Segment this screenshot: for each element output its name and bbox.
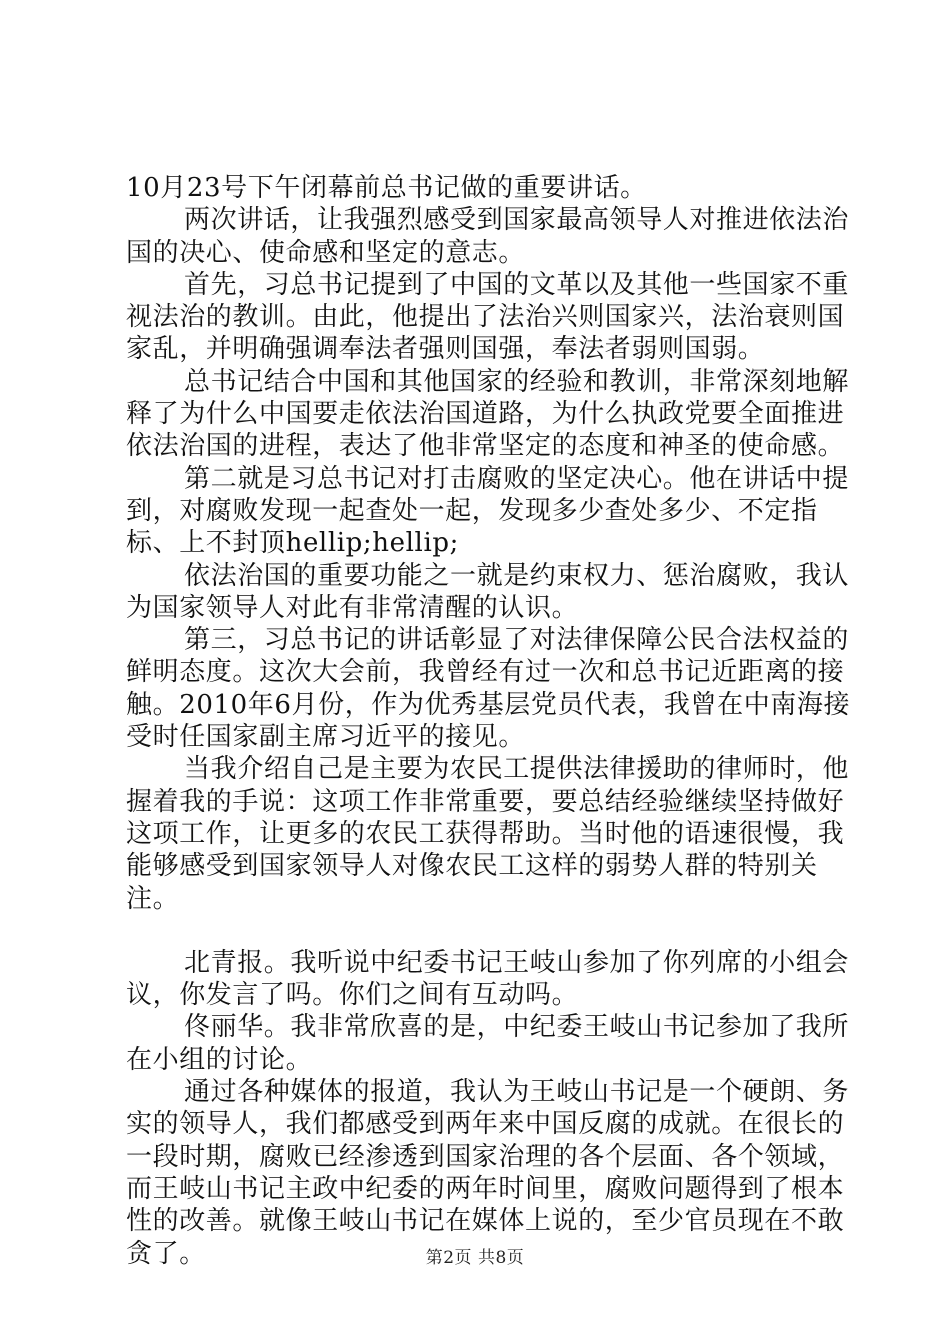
page-number-footer: 第2页 共8页 [425,1248,525,1268]
paragraph: 第二就是习总书记对打击腐败的坚定决心。他在讲话中提到，对腐败发现一起查处一起，发现多少查处多少、不定指标、上不封顶hellip;hellip; [126,463,850,559]
paragraph: 依法治国的重要功能之一就是约束权力、惩治腐败，我认为国家领导人对此有非常清醒的认识。 [126,560,850,623]
paragraph: 第三，习总书记的讲话彰显了对法律保障公民合法权益的鲜明态度。这次大会前，我曾经有过一次和总书记近距离的接触。2010年6月份，作为优秀基层党员代表，我曾在中南海接受时任国家副主席习近平的接见。 [126,625,851,753]
paragraph: 北青报。我听说中纪委书记王岐山参加了你列席的小组会议，你发言了吗。你们之间有互动吗。 [126,947,850,1011]
paragraph: 10月23号下午闭幕前总书记做的重要讲话。 [126,173,647,203]
paragraph: 总书记结合中国和其他国家的经验和教训，非常深刻地解释了为什么中国要走依法治国道路，为什么执政党要全面推进依法治国的进程，表达了他非常坚定的态度和神圣的使命感。 [126,366,850,462]
paragraph: 两次讲话，让我强烈感受到国家最高领导人对推进依法治国的决心、使命感和坚定的意志。 [126,205,850,268]
paragraph: 当我介绍自己是主要为农民工提供法律援助的律师时，他握着我的手说：这项工作非常重要，要总结经验继续坚持做好这项工作，让更多的农民工获得帮助。当时他的语速很慢，我能够感受到国家领导人对像农民工这样的弱势人群的特别关注。 [126,754,850,914]
document-body [126,172,856,1270]
paragraph: 佟丽华。我非常欣喜的是，中纪委王岐山书记参加了我所在小组的讨论。 [126,1012,850,1075]
paragraph: 通过各种媒体的报道，我认为王岐山书记是一个硬朗、务实的领导人，我们都感受到两年来中国反腐的成就。在很长的一段时期，腐败已经渗透到国家治理的各个层面、各个领域，而王岐山书记主政中纪委的两年时间里，腐败问题得到了根本性的改善。就像王岐山书记在媒体上说的，至少官员现在不敢贪了。 [126,1077,850,1269]
paragraph: 首先，习总书记提到了中国的文革以及其他一些国家不重视法治的教训。由此，他提出了法治兴则国家兴，法治衰则国家乱，并明确强调奉法者强则国强，奉法者弱则国弱。 [126,269,850,365]
paragraph-spacer [126,915,856,947]
